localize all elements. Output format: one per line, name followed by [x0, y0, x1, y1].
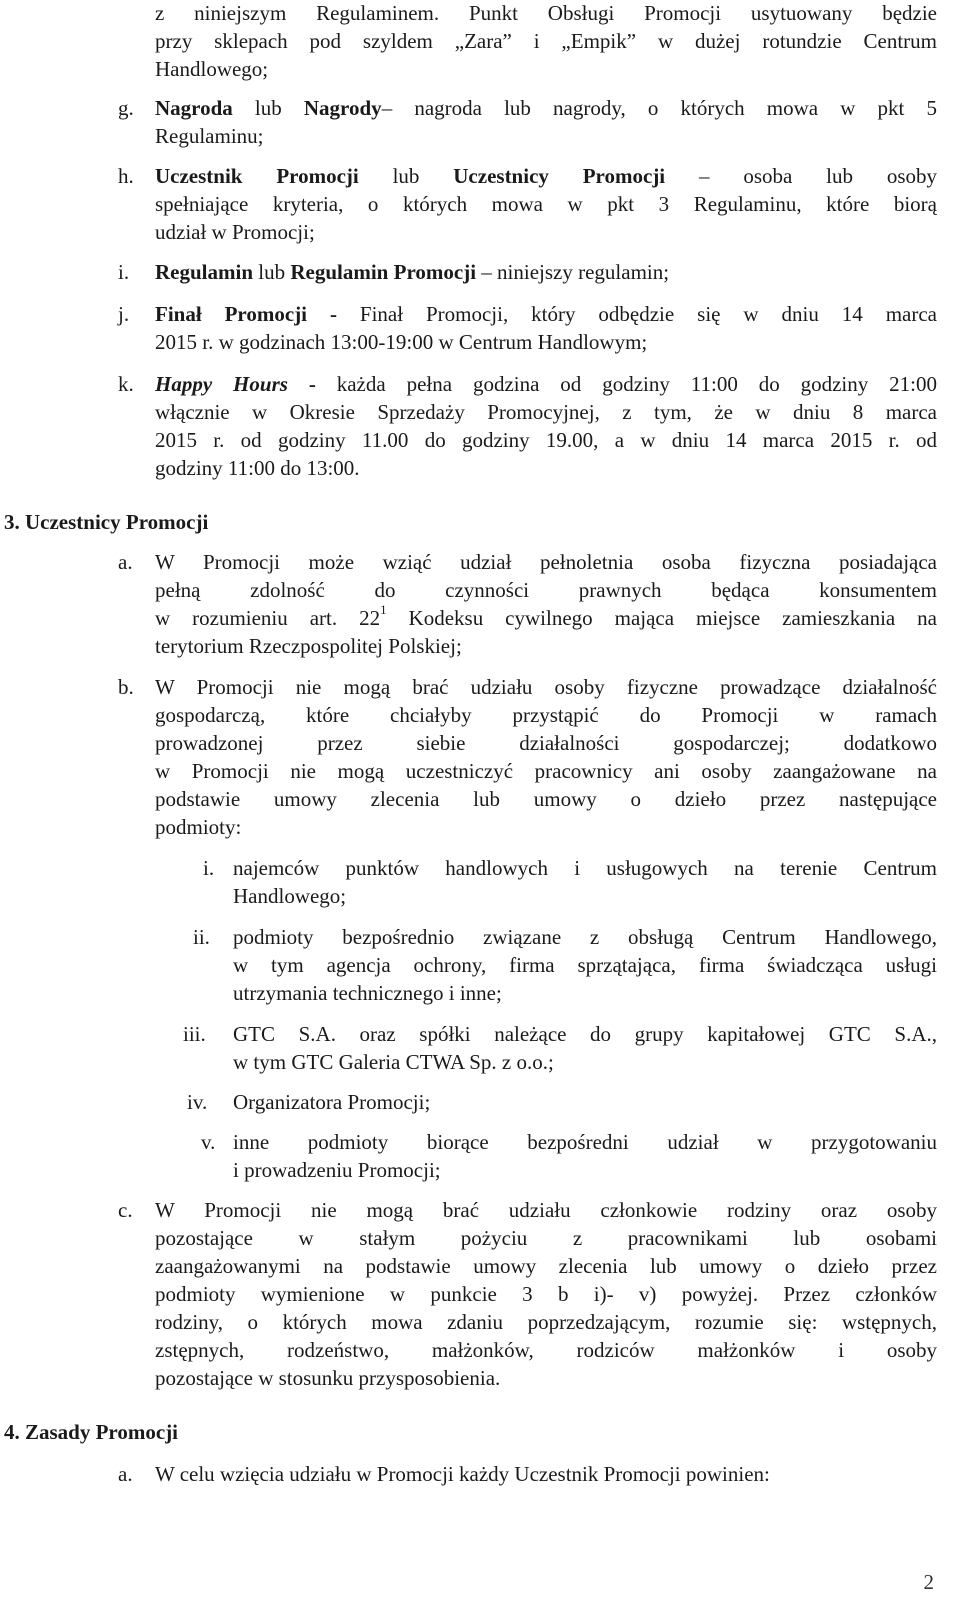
text-line: Handlowego; [233, 884, 347, 908]
text-line: zstępnych, rodzeństwo, małżonków, rodziców małżonków i osoby [155, 1338, 937, 1362]
text-line: GTC S.A. oraz spółki należące do grupy kapitałowej GTC S.A., [233, 1022, 937, 1046]
text-line: pozostające w stałym pożyciu z pracownikami lub osobami [155, 1226, 937, 1250]
text-line: Regulaminu; [155, 124, 264, 148]
text-line: utrzymania technicznego i inne; [233, 981, 502, 1005]
section-heading: 4. Zasady Promocji [4, 1420, 179, 1444]
section3-item-c [155, 1196, 937, 1392]
subitem-i [233, 854, 937, 910]
text-line: najemców punktów handlowych i usługowych na terenie Centrum [233, 856, 937, 880]
text-line: podstawie umowy zlecenia lub umowy o dzieło przez następujące [155, 787, 937, 811]
text-line: rodziny, o których mowa zdaniu poprzedzającym, rozumie się: wstępnych, [155, 1310, 937, 1334]
text-line [155, 604, 937, 632]
text-line: i prowadzeniu Promocji; [233, 1158, 441, 1182]
text-line: 2015 r. od godziny 11.00 do godziny 19.00, a w dniu 14 marca 2015 r. od [155, 428, 937, 452]
section3-item-b [155, 673, 937, 841]
text-line: włącznie w Okresie Sprzedaży Promocyjnej, z tym, że w dniu 8 marca [155, 400, 937, 424]
list-marker: c. [118, 1198, 133, 1222]
list-marker: g. [118, 96, 134, 120]
list-marker: iii. [183, 1022, 206, 1046]
text-line: spełniające kryteria, o których mowa w pkt 3 Regulaminu, które biorą [155, 192, 937, 216]
term: Happy Hours [155, 372, 288, 396]
list-marker: j. [118, 302, 130, 326]
text-span: Kodeksu cywilnego mająca miejsce zamieszkania na [386, 606, 937, 630]
text-line: w tym GTC Galeria CTWA Sp. z o.o.; [233, 1050, 554, 1074]
definition-text: Finał Promocji, który odbędzie się w dniu 14 marca [336, 302, 937, 326]
list-marker: a. [118, 1462, 133, 1486]
text-line: podmioty wymienione w punkcie 3 b i)- v) powyżej. Przez członków [155, 1282, 937, 1306]
definition-item-h [155, 162, 937, 246]
text-line [155, 370, 937, 398]
definition-text: każda pełna godzina od godziny 11:00 do godziny 21:00 [315, 372, 937, 396]
term: Uczestnik Promocji [155, 164, 359, 188]
definition-item-j [155, 300, 937, 356]
definition-item-k [155, 370, 937, 482]
text-line: z niniejszym Regulaminem. Punkt Obsługi Promocji usytuowany będzie [155, 1, 937, 25]
superscript: 1 [380, 604, 387, 617]
text-line: gospodarczą, które chciałyby przystąpić do Promocji w ramach [155, 703, 937, 727]
text-line [155, 300, 937, 328]
subitem-v [233, 1128, 937, 1184]
list-marker: iv. [187, 1090, 208, 1114]
text-line: W Promocji nie mogą brać udziału członkowie rodziny oraz osoby [155, 1198, 937, 1222]
definition-text: – niniejszy regulamin; [476, 260, 670, 284]
text-span: w rozumieniu art. 22 [155, 606, 381, 630]
text-line: w Promocji nie mogą uczestniczyć pracownicy ani osoby zaangażowane na [155, 759, 937, 783]
definition-item-g [155, 94, 937, 150]
text-line: zaangażowanymi na podstawie umowy zlecenia lub umowy o dzieło przez [155, 1254, 937, 1278]
page-number: 2 [923, 1570, 934, 1594]
connector-text: lub [232, 96, 304, 120]
term: Nagroda [155, 96, 233, 120]
text-line: przy sklepach pod szyldem „Zara” i „Empik” w dużej rotundzie Centrum [155, 29, 937, 53]
text-line [155, 258, 937, 286]
text-line: w tym agencja ochrony, firma sprzątająca, firma świadcząca usługi [233, 953, 937, 977]
list-marker: v. [201, 1130, 216, 1154]
term: Regulamin [155, 260, 254, 284]
text-line: pełną zdolność do czynności prawnych będąca konsumentem [155, 578, 937, 602]
list-marker: k. [118, 372, 134, 396]
text-line: Organizatora Promocji; [233, 1090, 431, 1114]
text-line: W celu wzięcia udziału w Promocji każdy Uczestnik Promocji powinien: [155, 1462, 770, 1486]
text-line: podmioty: [155, 815, 242, 839]
subitem-iii [233, 1020, 937, 1076]
section4-item-a [155, 1460, 937, 1488]
text-line: terytorium Rzeczpospolitej Polskiej; [155, 634, 462, 658]
connector-text: lub [253, 260, 291, 284]
text-line: Handlowego; [155, 57, 269, 81]
text-line: 2015 r. w godzinach 13:00-19:00 w Centrum Handlowym; [155, 330, 648, 354]
text-line: godziny 11:00 do 13:00. [155, 456, 360, 480]
list-marker: b. [118, 675, 134, 699]
text-line: inne podmioty biorące bezpośredni udział w przygotowaniu [233, 1130, 937, 1154]
section-heading: 3. Uczestnicy Promocji [4, 510, 209, 534]
definition-item-i [155, 258, 937, 286]
list-marker: h. [118, 164, 134, 188]
term: Nagrody [303, 96, 382, 120]
list-marker: ii. [193, 925, 210, 949]
definition-text: – nagroda lub nagrody, o których mowa w pkt 5 [381, 96, 937, 120]
subitem-ii [233, 923, 937, 1007]
text-line [155, 94, 937, 122]
list-marker: a. [118, 550, 133, 574]
term: Regulamin Promocji [290, 260, 477, 284]
text-line [155, 162, 937, 190]
text-line: W Promocji nie mogą brać udziału osoby fizyczne prowadzące działalność [155, 675, 937, 699]
text-line: udział w Promocji; [155, 220, 315, 244]
connector-text: lub [358, 164, 454, 188]
definition-text: – osoba lub osoby [665, 164, 937, 188]
term: Finał Promocji - [155, 302, 337, 326]
term-dash: - [287, 372, 316, 396]
text-line: pozostające w stosunku przysposobienia. [155, 1366, 501, 1390]
section3-item-a [155, 548, 937, 660]
list-marker: i. [203, 856, 215, 880]
text-line: prowadzonej przez siebie działalności gospodarczej; dodatkowo [155, 731, 937, 755]
text-line: W Promocji może wziąć udział pełnoletnia osoba fizyczna posiadająca [155, 550, 937, 574]
list-marker: i. [118, 260, 130, 284]
term: Uczestnicy Promocji [453, 164, 666, 188]
continuation-paragraph [155, 0, 937, 83]
text-line: podmioty bezpośrednio związane z obsługą Centrum Handlowego, [233, 925, 937, 949]
subitem-iv [233, 1088, 937, 1116]
